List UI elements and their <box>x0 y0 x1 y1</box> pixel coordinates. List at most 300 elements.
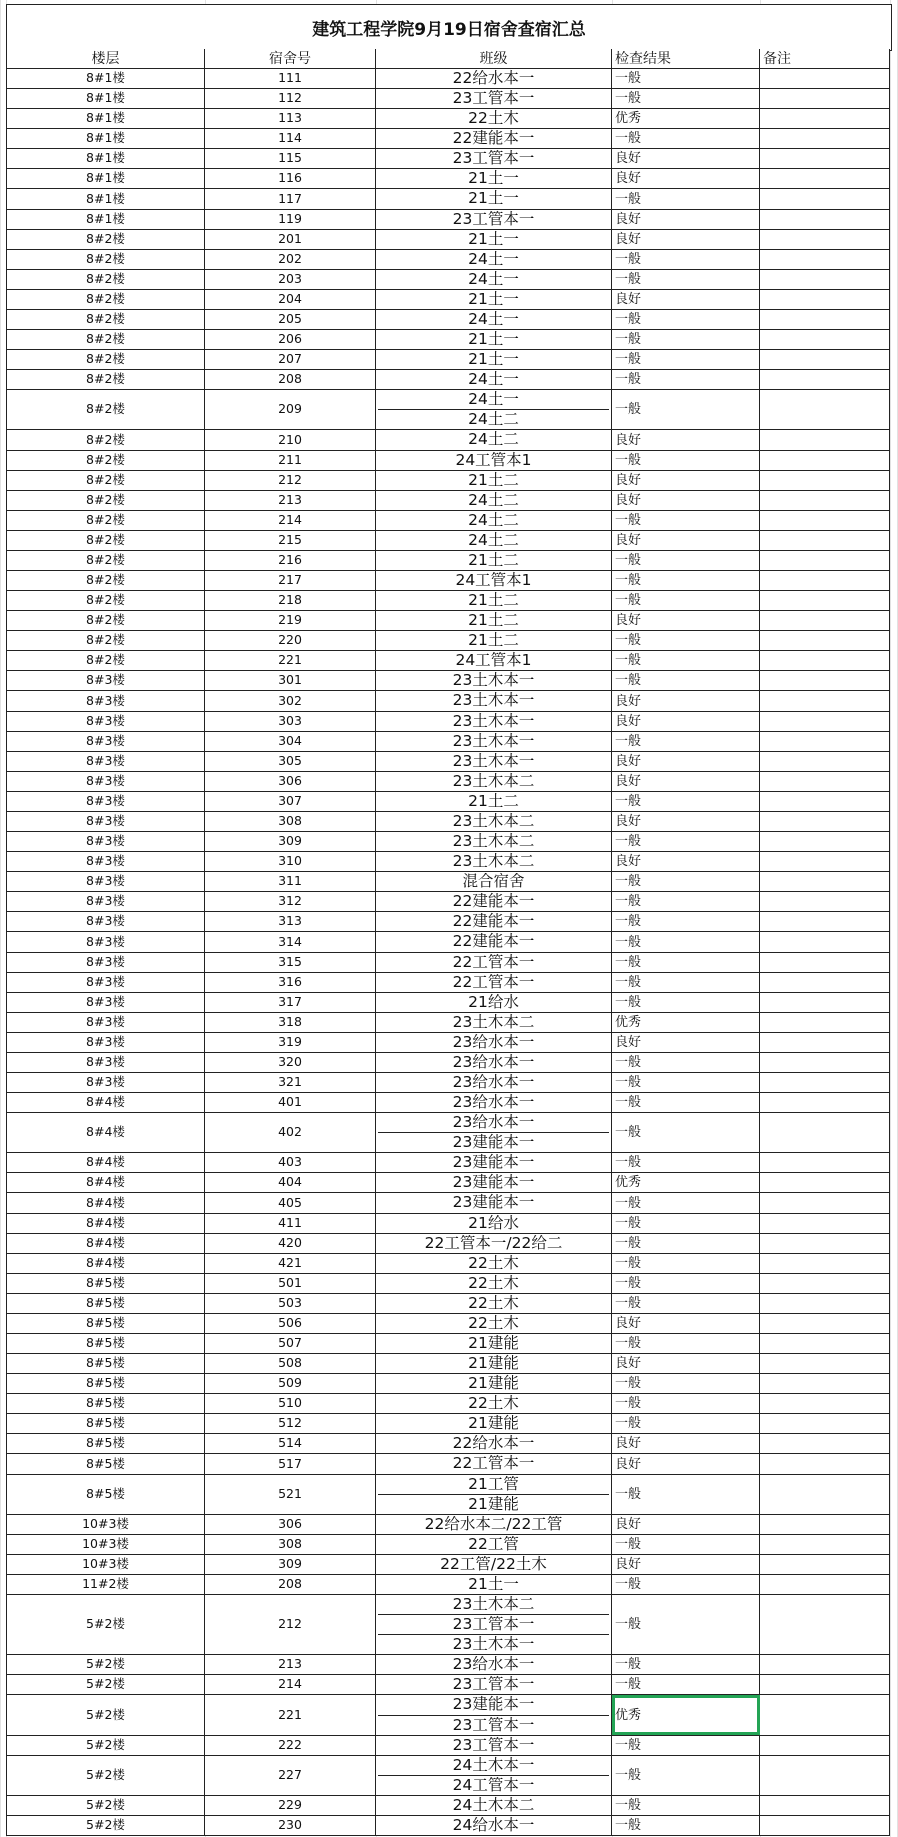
result-cell[interactable]: 一般 <box>612 310 760 330</box>
note-cell[interactable] <box>760 1736 890 1756</box>
note-cell[interactable] <box>760 1756 890 1796</box>
result-cell[interactable]: 良好 <box>612 772 760 792</box>
result-cell[interactable]: 优秀 <box>612 1013 760 1033</box>
room-cell[interactable]: 517 <box>205 1454 376 1475</box>
class-cell[interactable] <box>376 149 612 169</box>
result-cell[interactable]: 一般 <box>612 993 760 1013</box>
result-cell[interactable]: 一般 <box>612 1414 760 1434</box>
class-cell[interactable] <box>376 230 612 250</box>
class-cell[interactable] <box>376 732 612 752</box>
result-cell[interactable]: 一般 <box>612 1675 760 1695</box>
floor-cell[interactable]: 8#2楼 <box>6 511 205 531</box>
note-cell[interactable] <box>760 932 890 953</box>
note-cell[interactable] <box>760 792 890 812</box>
room-cell[interactable]: 116 <box>205 169 376 189</box>
note-cell[interactable] <box>760 1796 890 1816</box>
floor-cell[interactable]: 8#1楼 <box>6 169 205 189</box>
class-cell[interactable] <box>376 1675 612 1695</box>
floor-cell[interactable]: 8#2楼 <box>6 531 205 551</box>
class-cell[interactable] <box>376 832 612 852</box>
class-cell[interactable] <box>376 1013 612 1033</box>
class-cell[interactable] <box>376 69 612 89</box>
class-cell[interactable] <box>376 370 612 390</box>
note-cell[interactable] <box>760 631 890 651</box>
floor-cell[interactable]: 8#3楼 <box>6 691 205 712</box>
result-cell[interactable]: 良好 <box>612 1434 760 1454</box>
note-cell[interactable] <box>760 1013 890 1033</box>
room-cell[interactable]: 201 <box>205 230 376 250</box>
room-cell[interactable]: 202 <box>205 250 376 270</box>
floor-cell[interactable]: 8#1楼 <box>6 189 205 210</box>
class-cell[interactable] <box>376 752 612 772</box>
floor-cell[interactable]: 8#4楼 <box>6 1093 205 1113</box>
class-cell[interactable] <box>376 511 612 531</box>
result-cell[interactable]: 良好 <box>612 611 760 631</box>
floor-cell[interactable]: 8#2楼 <box>6 310 205 330</box>
room-cell[interactable]: 213 <box>205 1655 376 1675</box>
result-cell[interactable]: 良好 <box>612 1033 760 1053</box>
room-cell[interactable]: 205 <box>205 310 376 330</box>
class-cell[interactable] <box>376 1033 612 1053</box>
sheet-title[interactable]: 建筑工程学院9月19日宿舍查宿汇总 <box>6 4 892 51</box>
floor-cell[interactable]: 8#5楼 <box>6 1314 205 1334</box>
room-cell[interactable]: 221 <box>205 651 376 671</box>
result-cell[interactable]: 一般 <box>612 69 760 89</box>
class-cell[interactable] <box>376 451 612 471</box>
note-cell[interactable] <box>760 1394 890 1414</box>
floor-cell[interactable]: 8#4楼 <box>6 1214 205 1234</box>
floor-cell[interactable]: 8#2楼 <box>6 631 205 651</box>
floor-cell[interactable]: 8#1楼 <box>6 149 205 169</box>
floor-cell[interactable]: 8#2楼 <box>6 390 205 430</box>
floor-cell[interactable]: 10#3楼 <box>6 1515 205 1535</box>
class-cell[interactable] <box>376 491 612 511</box>
class-cell[interactable] <box>376 1234 612 1254</box>
result-cell[interactable]: 一般 <box>612 390 760 430</box>
room-cell[interactable]: 501 <box>205 1274 376 1294</box>
class-cell[interactable] <box>376 611 612 631</box>
result-cell[interactable]: 一般 <box>612 370 760 390</box>
note-cell[interactable] <box>760 1595 890 1655</box>
note-cell[interactable] <box>760 109 890 129</box>
floor-cell[interactable]: 8#3楼 <box>6 812 205 832</box>
class-cell[interactable] <box>376 390 612 430</box>
room-cell[interactable]: 507 <box>205 1334 376 1354</box>
note-cell[interactable] <box>760 370 890 390</box>
room-cell[interactable]: 114 <box>205 129 376 149</box>
floor-cell[interactable]: 8#3楼 <box>6 752 205 772</box>
room-cell[interactable]: 405 <box>205 1193 376 1214</box>
room-cell[interactable]: 111 <box>205 69 376 89</box>
class-cell[interactable] <box>376 1736 612 1756</box>
result-cell[interactable]: 良好 <box>612 812 760 832</box>
result-cell[interactable]: 一般 <box>612 892 760 912</box>
result-cell[interactable]: 一般 <box>612 932 760 953</box>
room-cell[interactable]: 420 <box>205 1234 376 1254</box>
note-cell[interactable] <box>760 89 890 109</box>
note-cell[interactable] <box>760 551 890 571</box>
result-cell[interactable]: 良好 <box>612 752 760 772</box>
result-cell[interactable]: 一般 <box>612 1113 760 1153</box>
note-cell[interactable] <box>760 1274 890 1294</box>
result-cell[interactable]: 良好 <box>612 691 760 712</box>
floor-cell[interactable]: 8#4楼 <box>6 1173 205 1193</box>
class-cell[interactable] <box>376 973 612 993</box>
class-cell[interactable] <box>376 430 612 451</box>
note-cell[interactable] <box>760 250 890 270</box>
note-cell[interactable] <box>760 1655 890 1675</box>
note-cell[interactable] <box>760 1515 890 1535</box>
note-cell[interactable] <box>760 852 890 872</box>
room-cell[interactable]: 316 <box>205 973 376 993</box>
floor-cell[interactable]: 8#2楼 <box>6 350 205 370</box>
class-cell[interactable] <box>376 89 612 109</box>
result-cell[interactable]: 良好 <box>612 290 760 310</box>
floor-cell[interactable]: 8#3楼 <box>6 1013 205 1033</box>
note-cell[interactable] <box>760 1113 890 1153</box>
floor-cell[interactable]: 8#3楼 <box>6 973 205 993</box>
class-cell[interactable] <box>376 591 612 611</box>
class-cell[interactable] <box>376 1294 612 1314</box>
floor-cell[interactable]: 11#2楼 <box>6 1575 205 1595</box>
floor-cell[interactable]: 8#2楼 <box>6 270 205 290</box>
room-cell[interactable]: 317 <box>205 993 376 1013</box>
floor-cell[interactable]: 8#3楼 <box>6 932 205 953</box>
floor-cell[interactable]: 8#3楼 <box>6 892 205 912</box>
note-cell[interactable] <box>760 993 890 1013</box>
class-cell[interactable] <box>376 531 612 551</box>
result-cell[interactable]: 良好 <box>612 1354 760 1374</box>
note-cell[interactable] <box>760 812 890 832</box>
result-cell[interactable]: 良好 <box>612 1515 760 1535</box>
floor-cell[interactable]: 8#3楼 <box>6 1073 205 1093</box>
result-cell[interactable]: 一般 <box>612 1053 760 1073</box>
note-cell[interactable] <box>760 892 890 912</box>
note-cell[interactable] <box>760 832 890 852</box>
note-cell[interactable] <box>760 872 890 892</box>
class-cell[interactable] <box>376 109 612 129</box>
note-cell[interactable] <box>760 1254 890 1274</box>
result-cell[interactable]: 一般 <box>612 912 760 932</box>
class-cell[interactable] <box>376 953 612 973</box>
note-cell[interactable] <box>760 230 890 250</box>
room-cell[interactable]: 220 <box>205 631 376 651</box>
class-cell[interactable] <box>376 270 612 290</box>
class-cell[interactable] <box>376 169 612 189</box>
room-cell[interactable]: 218 <box>205 591 376 611</box>
result-cell[interactable]: 良好 <box>612 230 760 250</box>
result-cell[interactable]: 一般 <box>612 1816 760 1836</box>
class-cell[interactable] <box>376 1515 612 1535</box>
room-cell[interactable]: 207 <box>205 350 376 370</box>
class-cell[interactable] <box>376 631 612 651</box>
floor-cell[interactable]: 5#2楼 <box>6 1736 205 1756</box>
room-cell[interactable]: 509 <box>205 1374 376 1394</box>
class-cell[interactable] <box>376 1053 612 1073</box>
room-cell[interactable]: 115 <box>205 149 376 169</box>
result-cell[interactable]: 一般 <box>612 1214 760 1234</box>
room-cell[interactable]: 314 <box>205 932 376 953</box>
note-cell[interactable] <box>760 1414 890 1434</box>
result-cell[interactable]: 一般 <box>612 1073 760 1093</box>
class-cell[interactable] <box>376 993 612 1013</box>
room-cell[interactable]: 119 <box>205 210 376 230</box>
class-cell[interactable] <box>376 671 612 691</box>
room-cell[interactable]: 203 <box>205 270 376 290</box>
note-cell[interactable] <box>760 712 890 732</box>
note-cell[interactable] <box>760 330 890 350</box>
room-cell[interactable]: 208 <box>205 370 376 390</box>
note-cell[interactable] <box>760 953 890 973</box>
room-cell[interactable]: 404 <box>205 1173 376 1193</box>
room-cell[interactable]: 221 <box>205 1695 376 1736</box>
floor-cell[interactable]: 8#3楼 <box>6 852 205 872</box>
floor-cell[interactable]: 8#2楼 <box>6 611 205 631</box>
room-cell[interactable]: 310 <box>205 852 376 872</box>
floor-cell[interactable]: 8#3楼 <box>6 772 205 792</box>
note-cell[interactable] <box>760 1555 890 1575</box>
floor-cell[interactable]: 8#2楼 <box>6 451 205 471</box>
result-cell[interactable]: 一般 <box>612 671 760 691</box>
result-cell[interactable]: 一般 <box>612 1374 760 1394</box>
note-cell[interactable] <box>760 491 890 511</box>
floor-cell[interactable]: 8#3楼 <box>6 712 205 732</box>
class-cell[interactable] <box>376 1434 612 1454</box>
room-cell[interactable]: 229 <box>205 1796 376 1816</box>
note-cell[interactable] <box>760 1695 890 1736</box>
note-cell[interactable] <box>760 1294 890 1314</box>
class-cell[interactable] <box>376 1816 612 1836</box>
result-cell[interactable]: 一般 <box>612 973 760 993</box>
class-cell[interactable] <box>376 1254 612 1274</box>
class-cell[interactable] <box>376 1274 612 1294</box>
room-cell[interactable]: 222 <box>205 1736 376 1756</box>
class-cell[interactable] <box>376 1695 612 1736</box>
result-cell[interactable]: 一般 <box>612 551 760 571</box>
floor-cell[interactable]: 10#3楼 <box>6 1535 205 1555</box>
note-cell[interactable] <box>760 511 890 531</box>
floor-cell[interactable]: 8#4楼 <box>6 1254 205 1274</box>
class-cell[interactable] <box>376 1595 612 1655</box>
floor-cell[interactable]: 8#4楼 <box>6 1234 205 1254</box>
class-cell[interactable] <box>376 330 612 350</box>
room-cell[interactable]: 403 <box>205 1153 376 1173</box>
note-cell[interactable] <box>760 1675 890 1695</box>
note-cell[interactable] <box>760 451 890 471</box>
note-cell[interactable] <box>760 310 890 330</box>
note-cell[interactable] <box>760 691 890 712</box>
note-cell[interactable] <box>760 210 890 230</box>
class-cell[interactable] <box>376 1073 612 1093</box>
floor-cell[interactable]: 8#2楼 <box>6 551 205 571</box>
room-cell[interactable]: 308 <box>205 812 376 832</box>
note-cell[interactable] <box>760 1193 890 1214</box>
room-cell[interactable]: 117 <box>205 189 376 210</box>
note-cell[interactable] <box>760 732 890 752</box>
room-cell[interactable]: 204 <box>205 290 376 310</box>
note-cell[interactable] <box>760 270 890 290</box>
class-cell[interactable] <box>376 932 612 953</box>
note-cell[interactable] <box>760 1334 890 1354</box>
room-cell[interactable]: 303 <box>205 712 376 732</box>
note-cell[interactable] <box>760 1535 890 1555</box>
result-cell[interactable]: 良好 <box>612 712 760 732</box>
room-cell[interactable]: 508 <box>205 1354 376 1374</box>
floor-cell[interactable]: 8#2楼 <box>6 250 205 270</box>
floor-cell[interactable]: 8#5楼 <box>6 1414 205 1434</box>
room-cell[interactable]: 318 <box>205 1013 376 1033</box>
floor-cell[interactable]: 8#3楼 <box>6 792 205 812</box>
class-cell[interactable] <box>376 1414 612 1434</box>
floor-cell[interactable]: 8#3楼 <box>6 953 205 973</box>
floor-cell[interactable]: 8#3楼 <box>6 671 205 691</box>
floor-cell[interactable]: 10#3楼 <box>6 1555 205 1575</box>
class-cell[interactable] <box>376 1354 612 1374</box>
floor-cell[interactable]: 8#3楼 <box>6 1033 205 1053</box>
note-cell[interactable] <box>760 169 890 189</box>
result-cell[interactable]: 良好 <box>612 471 760 491</box>
room-cell[interactable]: 212 <box>205 1595 376 1655</box>
floor-cell[interactable]: 8#5楼 <box>6 1354 205 1374</box>
room-cell[interactable]: 313 <box>205 912 376 932</box>
room-cell[interactable]: 321 <box>205 1073 376 1093</box>
note-cell[interactable] <box>760 912 890 932</box>
room-cell[interactable]: 510 <box>205 1394 376 1414</box>
result-cell[interactable]: 一般 <box>612 1093 760 1113</box>
class-cell[interactable] <box>376 571 612 591</box>
floor-cell[interactable]: 8#3楼 <box>6 732 205 752</box>
note-cell[interactable] <box>760 290 890 310</box>
room-cell[interactable]: 212 <box>205 471 376 491</box>
result-cell[interactable]: 一般 <box>612 89 760 109</box>
note-cell[interactable] <box>760 973 890 993</box>
note-cell[interactable] <box>760 1033 890 1053</box>
class-cell[interactable] <box>376 1756 612 1796</box>
note-cell[interactable] <box>760 1454 890 1475</box>
result-cell[interactable]: 一般 <box>612 1475 760 1515</box>
room-cell[interactable]: 521 <box>205 1475 376 1515</box>
room-cell[interactable]: 215 <box>205 531 376 551</box>
class-cell[interactable] <box>376 892 612 912</box>
floor-cell[interactable]: 8#1楼 <box>6 69 205 89</box>
class-cell[interactable] <box>376 1555 612 1575</box>
result-cell[interactable]: 一般 <box>612 631 760 651</box>
class-cell[interactable] <box>376 1575 612 1595</box>
result-cell[interactable]: 一般 <box>612 1153 760 1173</box>
note-cell[interactable] <box>760 471 890 491</box>
room-cell[interactable]: 506 <box>205 1314 376 1334</box>
result-cell[interactable]: 良好 <box>612 169 760 189</box>
result-cell[interactable]: 优秀 <box>612 109 760 129</box>
room-cell[interactable]: 309 <box>205 1555 376 1575</box>
note-cell[interactable] <box>760 571 890 591</box>
room-cell[interactable]: 210 <box>205 430 376 451</box>
class-cell[interactable] <box>376 1314 612 1334</box>
floor-cell[interactable]: 8#2楼 <box>6 491 205 511</box>
result-cell[interactable]: 一般 <box>612 1736 760 1756</box>
room-cell[interactable]: 402 <box>205 1113 376 1153</box>
room-cell[interactable]: 211 <box>205 451 376 471</box>
note-cell[interactable] <box>760 129 890 149</box>
floor-cell[interactable]: 5#2楼 <box>6 1675 205 1695</box>
result-cell[interactable]: 一般 <box>612 1535 760 1555</box>
room-cell[interactable]: 216 <box>205 551 376 571</box>
note-cell[interactable] <box>760 1053 890 1073</box>
room-cell[interactable]: 319 <box>205 1033 376 1053</box>
class-cell[interactable] <box>376 1374 612 1394</box>
room-cell[interactable]: 503 <box>205 1294 376 1314</box>
room-cell[interactable]: 208 <box>205 1575 376 1595</box>
class-cell[interactable] <box>376 1655 612 1675</box>
class-cell[interactable] <box>376 1394 612 1414</box>
floor-cell[interactable]: 8#2楼 <box>6 430 205 451</box>
note-cell[interactable] <box>760 752 890 772</box>
room-cell[interactable]: 421 <box>205 1254 376 1274</box>
room-cell[interactable]: 209 <box>205 390 376 430</box>
floor-cell[interactable]: 8#5楼 <box>6 1334 205 1354</box>
result-cell[interactable]: 一般 <box>612 330 760 350</box>
room-cell[interactable]: 308 <box>205 1535 376 1555</box>
note-cell[interactable] <box>760 1214 890 1234</box>
room-cell[interactable]: 304 <box>205 732 376 752</box>
note-cell[interactable] <box>760 671 890 691</box>
room-cell[interactable]: 301 <box>205 671 376 691</box>
floor-cell[interactable]: 8#4楼 <box>6 1113 205 1153</box>
note-cell[interactable] <box>760 189 890 210</box>
floor-cell[interactable]: 8#4楼 <box>6 1193 205 1214</box>
floor-cell[interactable]: 5#2楼 <box>6 1756 205 1796</box>
floor-cell[interactable]: 8#2楼 <box>6 330 205 350</box>
room-cell[interactable]: 307 <box>205 792 376 812</box>
note-cell[interactable] <box>760 350 890 370</box>
class-cell[interactable] <box>376 1173 612 1193</box>
floor-cell[interactable]: 5#2楼 <box>6 1816 205 1836</box>
result-cell[interactable]: 一般 <box>612 571 760 591</box>
note-cell[interactable] <box>760 69 890 89</box>
room-cell[interactable]: 219 <box>205 611 376 631</box>
room-cell[interactable]: 401 <box>205 1093 376 1113</box>
result-cell[interactable]: 一般 <box>612 1294 760 1314</box>
result-cell[interactable]: 一般 <box>612 1756 760 1796</box>
room-cell[interactable]: 213 <box>205 491 376 511</box>
class-cell[interactable] <box>376 1796 612 1816</box>
note-cell[interactable] <box>760 149 890 169</box>
result-cell[interactable]: 良好 <box>612 430 760 451</box>
floor-cell[interactable]: 8#3楼 <box>6 993 205 1013</box>
room-cell[interactable]: 311 <box>205 872 376 892</box>
class-cell[interactable] <box>376 792 612 812</box>
floor-cell[interactable]: 8#2楼 <box>6 591 205 611</box>
class-cell[interactable] <box>376 1334 612 1354</box>
room-cell[interactable]: 306 <box>205 1515 376 1535</box>
class-cell[interactable] <box>376 350 612 370</box>
result-cell[interactable]: 一般 <box>612 651 760 671</box>
result-cell[interactable]: 良好 <box>612 1555 760 1575</box>
note-cell[interactable] <box>760 1234 890 1254</box>
room-cell[interactable]: 227 <box>205 1756 376 1796</box>
class-cell[interactable] <box>376 551 612 571</box>
note-cell[interactable] <box>760 611 890 631</box>
header-floor[interactable]: 楼层 <box>6 49 205 69</box>
note-cell[interactable] <box>760 1314 890 1334</box>
result-cell[interactable]: 一般 <box>612 250 760 270</box>
room-cell[interactable]: 214 <box>205 511 376 531</box>
result-cell[interactable]: 良好 <box>612 149 760 169</box>
floor-cell[interactable]: 5#2楼 <box>6 1655 205 1675</box>
room-cell[interactable]: 112 <box>205 89 376 109</box>
note-cell[interactable] <box>760 1173 890 1193</box>
class-cell[interactable] <box>376 1535 612 1555</box>
